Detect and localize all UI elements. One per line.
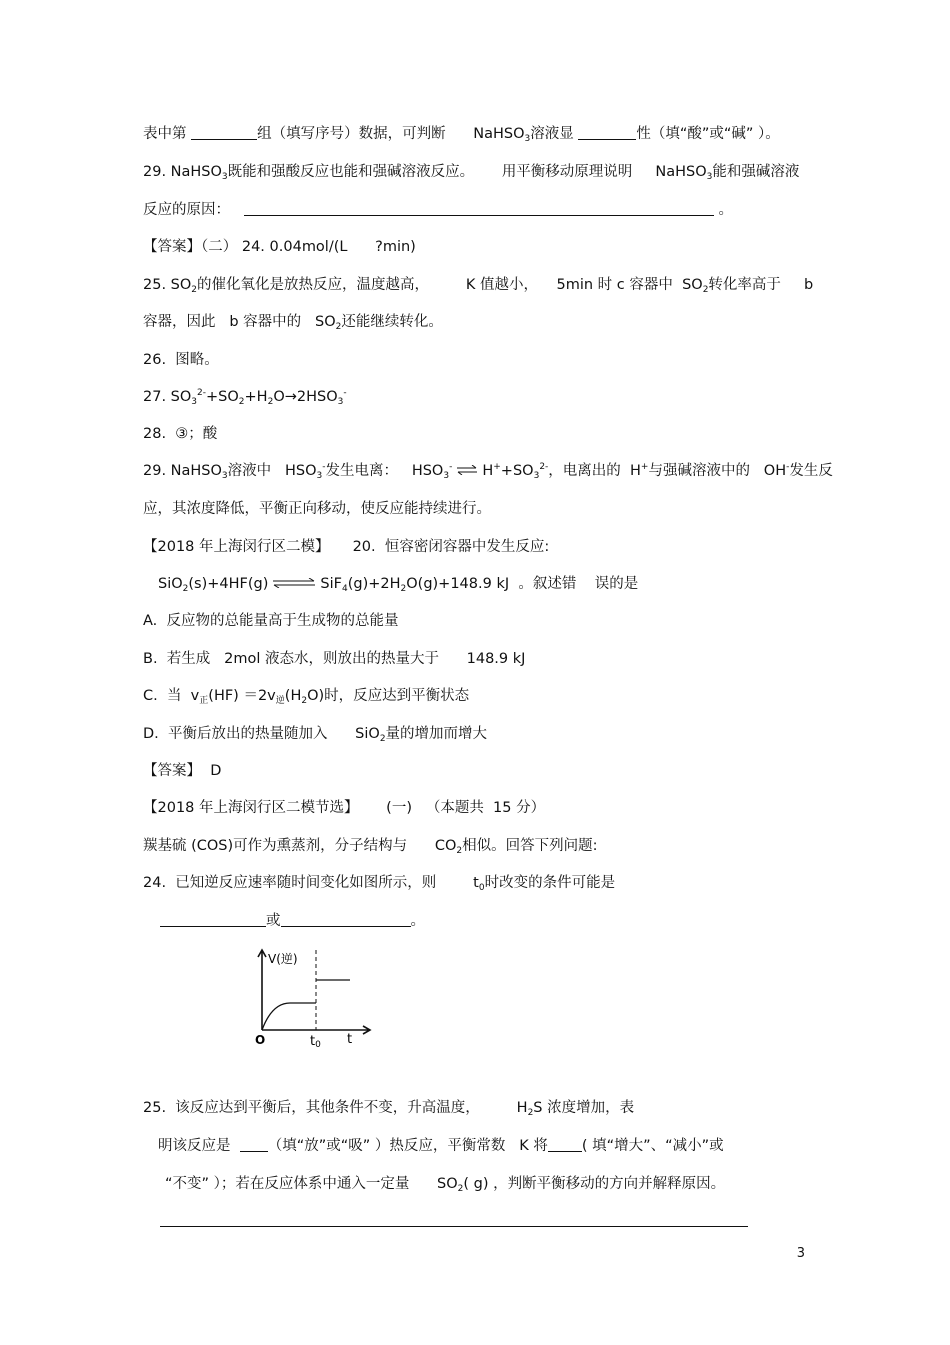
blank-heat[interactable] xyxy=(240,1137,268,1152)
option-d: D. 平衡后放出的热量随加入 SiO$_2$量的增加而增大 xyxy=(143,726,488,744)
option-b: B. 若生成 2mol 液态水，则放出的热量大于 148.9 kJ xyxy=(143,651,526,667)
intro-cos: 羰基硫 (COS)可作为熏蒸剂，分子结构与 $CO_2$相似。回答下列问题: xyxy=(143,838,598,856)
answer-28: 28. ③；酸 xyxy=(143,426,218,442)
graph-ylabel: V(逆) xyxy=(268,952,298,966)
answer-29-cont: 应，其浓度降低，平衡正向移动，使反应能持续进行。 xyxy=(143,501,491,517)
page-number: 3 xyxy=(796,1246,805,1261)
blank-reason[interactable] xyxy=(244,201,714,216)
option-c: C. 当 $v_正(HF) =2v_逆(H_2O)$时，反应达到平衡状态 xyxy=(143,688,470,706)
question-29: 29. NaHSO$_3$既能和强酸反应也能和强碱溶液反应。 用平衡移动原理说明 NaHSO$_3$能和强碱溶液 xyxy=(143,164,800,182)
rate-curve-before xyxy=(262,1003,316,1030)
y-axis xyxy=(258,950,266,1030)
line-table-question: 表中第 组（填写序号）数据，可判断 NaHSO$_3$溶液显 性（填“酸”或“碱” ）。 xyxy=(143,126,780,144)
rate-time-graph xyxy=(250,945,380,1055)
graph-xlabel: t xyxy=(347,1032,353,1047)
answer-25-cont: 容器，因此 b 容器中的 $SO_2$还能继续转化。 xyxy=(143,314,443,332)
blank-explanation[interactable] xyxy=(160,1226,748,1227)
question-29-cont: 反应的原因： 。 xyxy=(143,202,733,218)
answer-29: 29. NaHSO$_3$溶液中 $HSO_3^-$发生电离： $HSO_3^-$ $H^++SO_3^{2-}$，电离出的 H+与强碱溶液中的 OH-发生反 xyxy=(143,462,833,481)
answer-25: 25. $SO_2$的催化氧化是放热反应，温度越高， K 值越小， 5min 时 c 容器中 $SO_2$转化率高于 b xyxy=(143,277,814,295)
question-25-cont: 明该反应是 （填“放”或“吸” ）热反应，平衡常数 K 将 ( 填“增大”、“减小”或 xyxy=(158,1138,724,1154)
answer-27: 27. $SO_3^{2-}+SO_2+H_2O\to 2HSO_3^-$ xyxy=(143,388,347,407)
question-24-blanks: 或 。 xyxy=(160,911,425,931)
blank-condition-2[interactable] xyxy=(281,912,411,927)
question-25-cont2: “不变” ）；若在反应体系中通入一定量 $SO_2$( g) ，判断平衡移动的方向并解释原因。 xyxy=(165,1176,726,1194)
graph-origin: O xyxy=(255,1033,266,1047)
blank-k-change[interactable] xyxy=(548,1137,582,1152)
question-24: 24. 已知逆反应速率随时间变化如图所示，则 $t_0$时改变的条件可能是 xyxy=(143,875,616,893)
option-a: A. 反应物的总能量高于生成物的总能量 xyxy=(143,613,399,629)
section-header: 【2018 年上海闵行区二模节选】 (一) （本题共 15 分） xyxy=(143,800,546,816)
answer-20: 【答案】 D xyxy=(143,763,222,779)
blank-acidity[interactable] xyxy=(578,125,636,140)
answer-24: 【答案】（二） 24. 0.04mol/(L ?min) xyxy=(143,239,416,255)
graph-t0: t0 xyxy=(310,1034,321,1050)
question-25: 25. 该反应达到平衡后，其他条件不变，升高温度， $H_2S$ 浓度增加，表 xyxy=(143,1100,635,1118)
blank-group[interactable] xyxy=(191,125,257,140)
blank-condition-1[interactable] xyxy=(160,912,266,927)
question-20-header: 【2018 年上海闵行区二模】 20. 恒容密闭容器中发生反应: xyxy=(143,539,550,555)
equation-20: SiO$_2$(s)+4HF(g) $SiF_4(g)+2H_2O(g)+148.9$ kJ 。叙述错 误的是 xyxy=(158,576,639,594)
equilibrium-arrow-icon xyxy=(456,465,478,475)
equilibrium-arrow-icon xyxy=(272,578,316,588)
answer-26: 26. 图略。 xyxy=(143,352,219,368)
